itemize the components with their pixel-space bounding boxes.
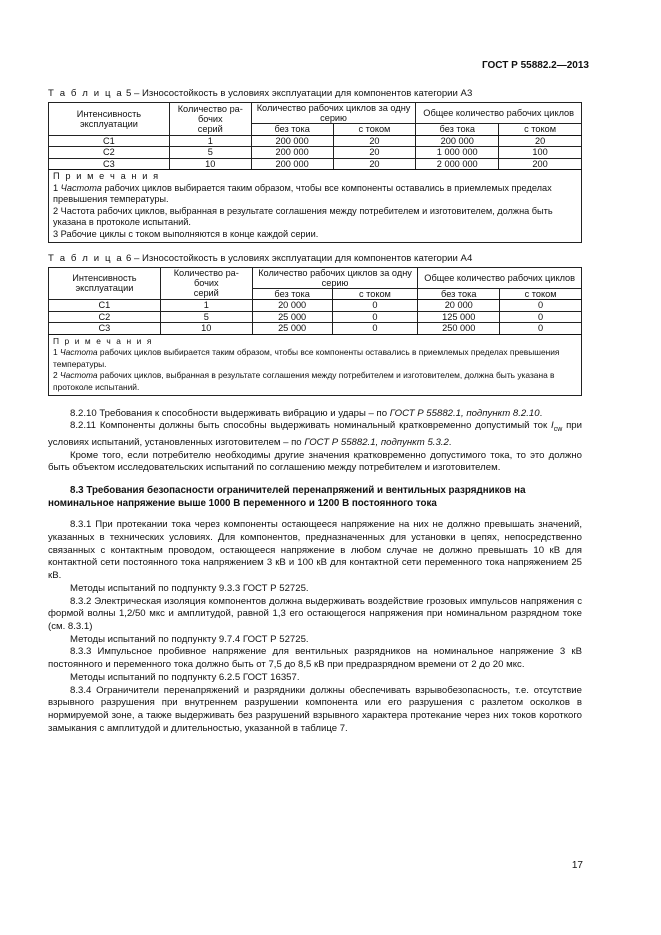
paragraph-also: Кроме того, если потребителю необходимы другие значения кратковременно допустимого тока, то это должно быть объектом исследовательских испытаний по соглашению между потребителем и изготовителем. [48, 449, 582, 474]
table-caption-number: 6 [125, 252, 132, 264]
table-caption-label: Т а б л и ц а [48, 88, 124, 99]
table-cell: С2 [49, 147, 170, 159]
table-cell: 10 [169, 158, 251, 170]
header-series-count [169, 103, 251, 136]
table-cell: 10 [160, 323, 252, 335]
paragraph-text: 8.2.10 Требования к способности выдерживать вибрацию и удары – по [70, 407, 390, 419]
note-1-text: рабочих циклов выбирается таким образом, чтобы все компоненты оставались в приемлемых пределах превышения температуры. [53, 182, 552, 205]
subheader-with-current: с током [332, 288, 418, 300]
subheader-no-current: без тока [251, 124, 333, 136]
table-cell: 200 000 [251, 135, 333, 147]
table-cell: 200 000 [416, 135, 499, 147]
table-cell: 20 000 [252, 300, 332, 312]
header-cycles-per-series: Количество рабочих циклов за одну серию [251, 103, 416, 124]
note-2 [53, 370, 577, 393]
table-cell: С3 [49, 158, 170, 170]
table-cell: 25 000 [252, 311, 332, 323]
table-header-row [49, 103, 582, 124]
paragraph-methods: Методы испытаний по подпункту 6.2.5 ГОСТ 16357. [70, 671, 300, 683]
header-cycles-per-series: Количество рабочих циклов за одну серию [252, 267, 418, 288]
paragraph-8-3-2: 8.3.2 Электрическая изоляция компонентов должна выдерживать воздействие грозовых импульсов напряжения с формой волны 1,2/50 мкс и амплитудой, равной 1,3 его остающегося напряжения при номинальном разрядном токе (см. 8.3.1) [48, 595, 582, 632]
note-2-em: Частота [60, 370, 98, 381]
table-cell: 1 000 000 [416, 147, 499, 159]
note-1-num: 1 [53, 347, 60, 358]
note-1-text: рабочих циклов выбирается таким образом, чтобы все компоненты оставались в приемлемых пределах превышения температуры. [53, 347, 560, 369]
standard-reference: ГОСТ Р 55882.1, подпункт 5.3.2 [304, 436, 449, 448]
table-notes [49, 334, 582, 395]
table-cell: 1 [160, 300, 252, 312]
subheader-with-current: с током [499, 124, 582, 136]
table-cell: С3 [49, 323, 161, 335]
table-caption [48, 88, 582, 99]
note-1 [53, 183, 577, 206]
subheader-with-current: с током [500, 288, 582, 300]
table-caption [48, 253, 582, 264]
subheader-no-current: без тока [252, 288, 332, 300]
note-3: 3 Рабочие циклы с током выполняются в конце каждой серии. [53, 228, 319, 239]
table-cell: 200 000 [251, 158, 333, 170]
table-notes [49, 170, 582, 243]
header-series-line1: Количество ра- [173, 268, 239, 279]
page-number: 17 [571, 860, 583, 871]
table-row [49, 147, 582, 159]
table-cell: 125 000 [418, 311, 500, 323]
table-cell: 0 [332, 323, 418, 335]
note-2-text: рабочих циклов, выбранная в результате соглашения между потребителем и изготовителем, должна быть указана в протоколе испытаний. [53, 370, 555, 392]
header-series-line3: серий [197, 123, 223, 134]
page-content [48, 88, 582, 735]
paragraph-text: 8.2.11 Компоненты должны быть способны выдерживать номинальный кратковременно допустимый ток [70, 420, 552, 432]
table-cell: 5 [169, 147, 251, 159]
standard-reference: ГОСТ Р 55882.1, подпункт 8.2.10 [389, 407, 540, 419]
paragraph-methods: Методы испытаний по подпункту 9.7.4 ГОСТ Р 52725. [70, 633, 309, 645]
paragraph-methods: Методы испытаний по подпункту 9.3.3 ГОСТ Р 52725. [70, 582, 309, 594]
notes-title: П р и м е ч а н и я [53, 171, 160, 181]
header-series-line1: Количество ра- [177, 103, 243, 114]
table-row [49, 311, 582, 323]
table-cell: 100 [499, 147, 582, 159]
table-notes-row [49, 334, 582, 395]
paragraph-8-3-1: 8.3.1 При протекании тока через компоненты остающееся напряжение на них не должно превышать значений, указанных в технических условиях. Для компонентов, предназначенных для установки в цепях, непосредственно связанных с контактным проводом, остающееся напряжение в любом случае не должно превышать 10 кВ для контактной сети постоянного тока напряжением 3 кВ и 100 кВ для контактной сети переменного тока напряжением 25 кВ. [48, 519, 582, 582]
table-cell: 20 [333, 135, 416, 147]
table-notes-row [49, 170, 582, 243]
current-symbol: I [551, 420, 554, 432]
header-total-cycles: Общее количество рабочих циклов [418, 267, 582, 288]
table-caption-label: Т а б л и ц а [48, 252, 124, 264]
table-row [49, 158, 582, 170]
paragraph-8-3-3: 8.3.3 Импульсное пробивное напряжение для вентильных разрядников на номинальное напряжение 3 кВ постоянного и переменного тока должно быть от 7,5 до 8,5 кВ при предразрядном времени от 2 до 20 мкс. [48, 646, 582, 671]
table-cell: 0 [500, 323, 582, 335]
durability-table-a4 [48, 267, 582, 396]
note-1-em: Частота [60, 347, 98, 358]
subheader-no-current: без тока [418, 288, 500, 300]
note-2-num: 2 [53, 370, 60, 381]
table-cell: 1 [169, 135, 251, 147]
header-total-cycles: Общее количество рабочих циклов [416, 103, 582, 124]
subheader-no-current: без тока [416, 124, 499, 136]
header-series-line2: бочих [193, 278, 219, 289]
table-cell: 200 [499, 158, 582, 170]
table-cell: С2 [49, 311, 161, 323]
paragraph-end: . [448, 436, 452, 448]
table-cell: 2 000 000 [416, 158, 499, 170]
durability-table-a3 [48, 102, 582, 243]
current-subscript: cw [553, 426, 563, 434]
table-caption-text: – Износостойкость в условиях эксплуатации для компонентов категории А3 [133, 88, 473, 99]
table-cell: 200 000 [251, 147, 333, 159]
notes-title: П р и м е ч а н и я [53, 335, 153, 346]
paragraph-end: . [539, 407, 543, 419]
table-row [49, 135, 582, 147]
note-1 [53, 347, 577, 370]
document-header: ГОСТ Р 55882.2—2013 [481, 60, 589, 71]
note-1-em: Частота [60, 182, 102, 193]
table-cell: 250 000 [418, 323, 500, 335]
table-cell: 0 [500, 300, 582, 312]
header-intensity: Интенсивность эксплуатации [49, 267, 161, 300]
table-cell: С1 [49, 135, 170, 147]
subheader-with-current: с током [333, 124, 416, 136]
table-header-row [49, 267, 582, 288]
header-series-line2: бочих [197, 113, 223, 124]
table-row [49, 323, 582, 335]
table-cell: 20 [499, 135, 582, 147]
table-row [49, 300, 582, 312]
note-1-num: 1 [53, 182, 61, 193]
paragraph-text: при условиях испытаний, установленных изготовителем – по [48, 420, 582, 448]
table-cell: 0 [332, 300, 418, 312]
paragraph-8-2-11 [48, 420, 582, 449]
table-cell: 20 000 [418, 300, 500, 312]
table-cell: 20 [333, 147, 416, 159]
table-cell: 0 [332, 311, 418, 323]
table-cell: С1 [49, 300, 161, 312]
note-2: 2 Частота рабочих циклов, выбранная в результате соглашения между потребителем и изготовителем, должна быть указана в протоколе испытаний. [53, 205, 553, 228]
header-series-line3: серий [193, 288, 219, 299]
section-heading-8-3: 8.3 Требования безопасности ограничителей перенапряжений и вентильных разрядников на номинальное напряжение выше 1000 В переменного и 1200 В постоянного тока [48, 484, 526, 509]
table-cell: 5 [160, 311, 252, 323]
header-intensity: Интенсивность эксплуатации [49, 103, 170, 136]
paragraph-8-3-4: 8.3.4 Ограничители перенапряжений и разрядники должны обеспечивать взрывобезопасность, т.е. отсутствие взрывного разрушения при внутреннем разрушении компонента или его разрушения с разлетом осколков в нормируемой зоне, а также выдерживать без разрушений взрывного характера протекание через них токов короткого замыкания с амплитудой и длительностью, указанной в таблице 7. [48, 684, 582, 734]
table-caption-number: 5 [125, 88, 132, 99]
paragraph-8-2-10 [48, 408, 582, 421]
table-caption-text: – Износостойкость в условиях эксплуатации для компонентов категории А4 [133, 252, 473, 264]
table-cell: 20 [333, 158, 416, 170]
table-cell: 0 [500, 311, 582, 323]
header-series-count [160, 267, 252, 300]
table-cell: 25 000 [252, 323, 332, 335]
